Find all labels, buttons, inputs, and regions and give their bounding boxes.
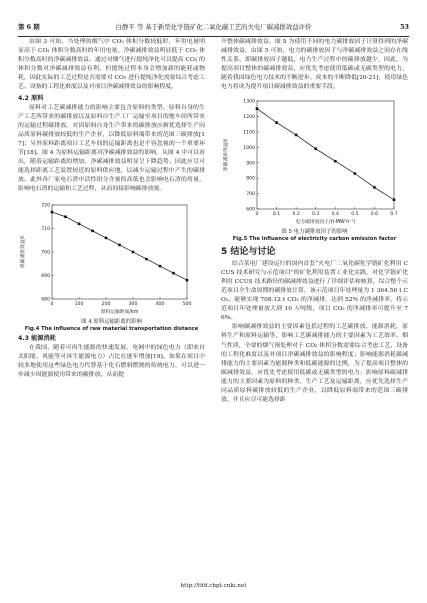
section-heading-4-2: 4.2 原料 (18, 94, 44, 102)
section-heading-5: 5 结论与讨论 (221, 246, 276, 257)
x-tick-label: 0.2 (292, 211, 300, 217)
data-point (275, 121, 278, 124)
running-header (18, 20, 409, 34)
paragraph: 原料对工艺碳减排能力的影响主要包含原料的类型、原料自身的生产工艺所带来的碳排放以及原料自生产工厂运输至项目的地车间所带来的运输过程碳排放。对因原料自身生产带来的碳排放应摒优选择生产同品质原料碳排放较低的生产企业，以降低原料端带来的范围三碳排放[17]；另外原料距离项目工艺车间的运输距离也是不容忽视的一个重要环节[18]。图 4 为原料运输距离对净碳减排效益的影响，从图 4 中可以看出，随着运输距离的增加，净碳减排效益明显呈下降趋势。因此应尽可能选择距离工艺装置较近的原料供应地，以减少运输过程中产生的碳排放。此外各厂家电石渣中活性组分含量的高低也会影响电石渣的用量，影响电石渣的运输和工艺过程，从而间接影响碳排放量。 (18, 104, 205, 193)
page-number: 53 (400, 23, 409, 31)
data-point (159, 264, 162, 267)
x-axis-label: 电力碳排放因子/(t·MW·h⁻¹) (295, 219, 356, 225)
x-tick-label: 200 (101, 301, 111, 307)
y-tick-label: 600 (246, 207, 255, 213)
data-point (172, 271, 175, 274)
y-tick-label: 710 (41, 226, 50, 232)
data-point (51, 210, 54, 213)
data-point (78, 222, 81, 225)
x-tick-label: 0.1 (272, 211, 281, 217)
paragraph: 由图 3 可知，当处理的烟气中 CO₂ 体积分数较低时，年用电量明显高于 CO₂ 体积分数高时的年用电量，净碳减排效益明显低于 CO₂ 体积分数高时的净碳减排效益。通过对烟气进行提纯净化可以提高 CO₂ 的体积分数对净碳减排效益有利，但提纯过程本身会增加新的能耗或物耗，因此实际的工艺过程是否需要对 CO₂ 进行提纯净化需要综合考虑工艺、设备的工程化难度以及对项目净碳减排效益的影响程度。 (18, 39, 205, 91)
figure-4-caption-en: Fig.4 The influence of raw material transportation distance (24, 325, 199, 332)
data-point (256, 107, 259, 110)
figure-5-caption-en: Fig.5 The influence of electricity carbon emission factor (232, 235, 397, 242)
x-tick-label: 0.7 (390, 211, 398, 217)
data-point (118, 243, 121, 246)
x-tick-label: 0.6 (370, 211, 379, 217)
x-tick-label: 0 (255, 211, 259, 217)
data-point (393, 198, 396, 201)
y-tick-label: 1100 (243, 130, 255, 136)
y-tick-label: 1200 (243, 114, 255, 120)
figure-4-caption: 图 4 原料运输距离的影响 (81, 318, 142, 325)
y-tick-label: 800 (246, 176, 255, 182)
data-point (295, 133, 298, 136)
figure-5-caption: 图 5 电力碳排放因子的影响 (281, 228, 348, 235)
y-tick-label: 700 (41, 250, 50, 256)
right-column (221, 38, 408, 405)
y-tick-label: 690 (41, 273, 50, 279)
paragraph: 在我国，随着可再生能源的快速发展，电网中的绿色电力（即来自太阳能、风能等可再生能源电力）占比在逐年增加[19]。如果在项目中较多地使用这些绿色电力代替基于化石燃料燃烧的传统电力，可以进一步减少因能源使用带来的碳排放，从而提 (18, 344, 205, 378)
figure-5 (221, 95, 408, 243)
x-tick-label: 0 (50, 301, 54, 307)
paragraph: 影响碳减排效益的主要因素包括过程的工艺碳排放、能源消耗、原料生产和原料运输等，影响工艺碳减排能力的主要因素为工艺效率、烟气性质，全要的烟气预处理对于 CO₂ 体积分数需要综合考虑工艺、设备的工程化难度以及对项目净碳减排效益的影响程度；影响能源消耗碳减排能力的主要因素为能源种类和低碳能源的比例，为了提高项目整体的碳减排效益，应优先考虑使用低碳或无碳类型的电力；影响原料碳减排能力的主要因素为原料的种类、生产工艺及运输距离，应优先选择生产同品质原料碳排放较低的生产企业，以降低原料端带来的范围三碳排放，并且应尽可能选择距 (221, 324, 408, 404)
x-tick-label: 500 (182, 301, 192, 307)
paragraph: 升整体碳减排效益。图 5 为使用不同的电力碳排放因子计算得到的净碳减排效益，由图 5 可知，电力的碳排放因子与净碳减排效益之间存在线性关系，即碳排放因子越低，电力生产过程中的碳排放越少，因此，为提高项目整体的碳减排效益，应优先考虑使用低碳或无碳类型的电力，随着我国绿色电力技术的不断进步、成本的不断降低[20-21]，使用绿色电力将成为提升项目碳减排效益的重要手段。 (221, 39, 408, 91)
y-tick-label: 900 (246, 160, 255, 166)
data-point (373, 186, 376, 189)
plot-frame (52, 205, 187, 299)
figure-5-chart (221, 95, 408, 225)
data-point (64, 215, 67, 218)
data-point (91, 229, 94, 232)
x-axis-label: 原料运输距离/km (100, 309, 139, 315)
issue-number: 第 6 期 (18, 23, 40, 31)
y-tick-label: 700 (246, 191, 255, 197)
paragraph: 结合某电厂建设运行的国内首套“火电厂二氧化碳化学链矿化利用 CCUS 技术研究与示范项目”的矿化利用装置工业化实践，对化学链矿化利用 CCUS 技术路径的碳减排效益进行了详细评估和核算，综合整个示范项目全生命周期的碳排放计算，该示范项目年处理量为 1 364.56 t CO₂，能够实现 708.12 t CO₂ 的净减排，达到 52% 的净减排率，将示范项目年处理量放大到 10 万吨级，项目 CO₂ 的净减排率可提升至 76%。 (221, 260, 408, 322)
data-point (334, 159, 337, 162)
x-tick-label: 0.3 (312, 211, 320, 217)
x-tick-label: 300 (128, 301, 138, 307)
y-axis-label: 净碳减排效益/t (224, 138, 229, 171)
data-point (132, 250, 135, 253)
header-rule (18, 36, 409, 37)
x-tick-label: 400 (155, 301, 165, 307)
y-tick-label: 1300 (243, 99, 255, 105)
y-tick-label: 680 (41, 297, 50, 303)
left-column (18, 38, 205, 380)
data-point (145, 257, 148, 260)
data-point (314, 147, 317, 150)
x-tick-label: 0.4 (331, 211, 339, 217)
data-point (354, 172, 357, 175)
running-title: 白静平 等 基于新型化学链矿化二氧化碳工艺的火电厂碳减排效益评价 (115, 23, 312, 31)
x-tick-label: 100 (74, 301, 84, 307)
footer-url: http://tifd.cbpt.cnki.net (180, 583, 247, 589)
figure-4-chart (18, 197, 205, 315)
x-tick-label: 0.5 (351, 211, 359, 217)
section-heading-4-3: 4.3 能源消耗 (18, 334, 56, 342)
data-point (105, 236, 108, 239)
y-tick-label: 1000 (243, 145, 255, 151)
data-point (186, 278, 189, 281)
y-axis-label: 净碳减排效益/t (21, 235, 26, 268)
y-tick-label: 720 (41, 203, 50, 209)
figure-4 (18, 197, 205, 333)
